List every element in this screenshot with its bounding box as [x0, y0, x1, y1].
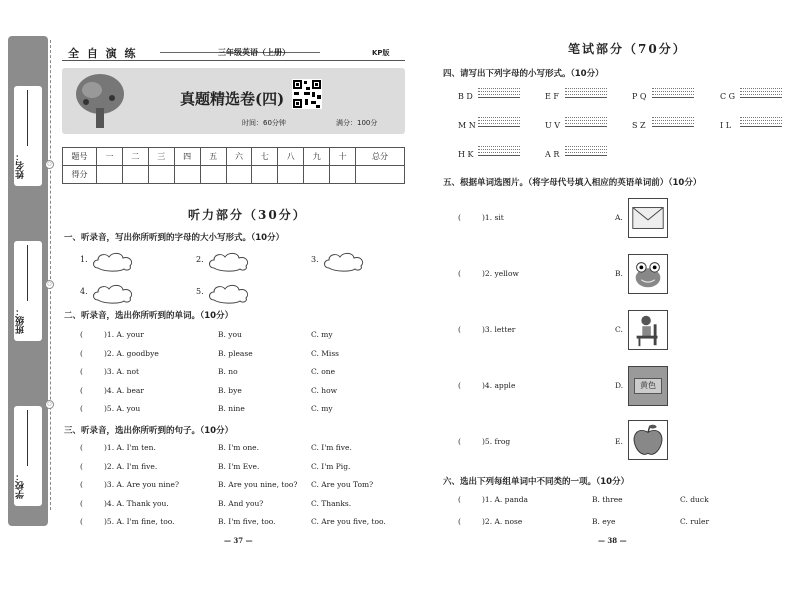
- choice-cell: C. my: [311, 330, 333, 339]
- answer-bracket[interactable]: (: [80, 348, 83, 358]
- writing-lines[interactable]: [565, 115, 607, 129]
- edition-label: KP版: [372, 49, 390, 57]
- choice-cell: C. how: [311, 385, 338, 395]
- item-number: 1.: [80, 255, 88, 264]
- match-cell: E.: [615, 437, 623, 446]
- answer-bracket[interactable]: (: [458, 381, 461, 390]
- qr-code-icon: [292, 79, 322, 109]
- written-section-title: 笔试部分（70分）: [568, 42, 687, 56]
- name-label: 姓名：: [16, 152, 26, 179]
- writing-lines[interactable]: [652, 115, 694, 129]
- binding-hole: ○: [45, 280, 54, 289]
- choice-cell: )5. A. you: [104, 404, 141, 413]
- binding-hole: ○: [45, 400, 54, 409]
- yellow-card-picture: [628, 366, 668, 406]
- score-header-cell: 题号: [63, 148, 97, 166]
- score-label-cell: 得分: [63, 166, 97, 184]
- choice-cell: C. ruler: [680, 517, 710, 526]
- name-box: [14, 86, 42, 186]
- letter-pair: B D: [458, 92, 473, 101]
- match-cell: C.: [615, 325, 623, 334]
- writing-lines[interactable]: [740, 86, 782, 100]
- writing-lines[interactable]: [478, 115, 520, 129]
- score-header-cell: 三: [148, 148, 174, 166]
- brand-logo: 全 自 演 练: [68, 47, 138, 60]
- writing-lines[interactable]: [565, 86, 607, 100]
- answer-bracket[interactable]: (: [80, 367, 83, 376]
- book-title: 三年级英语（上册）: [218, 48, 290, 57]
- writing-lines[interactable]: [478, 86, 520, 100]
- choice-cell: B. no: [218, 367, 238, 376]
- choice-cell: )4. A. bear: [104, 385, 144, 395]
- answer-bracket[interactable]: (: [458, 495, 461, 504]
- letter-pair: C G: [720, 92, 736, 101]
- choice-cell: C. Are you five, too.: [311, 517, 386, 526]
- item-number: 4.: [80, 287, 88, 296]
- score-header-cell: 七: [252, 148, 278, 166]
- question-1-title: 一、听录音，写出你所听到的字母的大小写形式。（10分）: [64, 233, 285, 243]
- letter-pair: P Q: [632, 92, 647, 101]
- score-table: [62, 147, 405, 184]
- writing-lines[interactable]: [740, 115, 782, 129]
- score-header-cell: 总分: [356, 148, 405, 166]
- answer-bracket[interactable]: (: [80, 385, 83, 395]
- header-rule: [62, 60, 405, 61]
- match-cell: D.: [615, 381, 624, 390]
- score-input-cell[interactable]: [148, 166, 174, 184]
- class-line[interactable]: [27, 245, 28, 301]
- page-number-right: — 38 —: [598, 536, 627, 545]
- class-label: 班级：: [16, 307, 26, 334]
- score-input-cell[interactable]: [226, 166, 252, 184]
- cloud-answer-box[interactable]: [206, 282, 252, 304]
- choice-cell: )2. A. I'm five.: [104, 461, 158, 471]
- listening-section-title: 听力部分（30分）: [188, 208, 307, 222]
- binding-strip: [8, 36, 48, 526]
- letter-pair: U V: [545, 121, 561, 130]
- letter-pair: E F: [545, 92, 559, 101]
- match-cell: )3. letter: [482, 325, 516, 334]
- name-line[interactable]: [27, 90, 28, 146]
- cut-line: [50, 40, 51, 510]
- score-header-cell: 六: [226, 148, 252, 166]
- score-header-cell: 五: [200, 148, 226, 166]
- exam-time: 时间：60分钟: [242, 119, 286, 127]
- choice-cell: C. one: [311, 367, 336, 376]
- match-cell: A.: [615, 213, 623, 222]
- question-6-title: 六、选出下列每组单词中不同类的一项。（10分）: [443, 477, 630, 487]
- choice-cell: B. eye: [592, 517, 616, 526]
- yellow-card-text: 黄色: [634, 378, 662, 394]
- letter-pair: I L: [720, 121, 732, 130]
- choice-cell: )2. A. goodbye: [104, 348, 159, 358]
- apple-picture: [628, 420, 668, 460]
- score-input-cell[interactable]: [97, 166, 123, 184]
- match-cell: )2. yellow: [482, 269, 519, 278]
- item-number: 2.: [196, 255, 204, 264]
- choice-cell: B. nine: [218, 404, 245, 413]
- question-2-title: 二、听录音，选出你所听到的单词。（10分）: [64, 311, 234, 321]
- choice-cell: B. bye: [218, 385, 242, 395]
- choice-cell: B. I'm five, too.: [218, 517, 276, 526]
- match-cell: )5. frog: [482, 437, 511, 446]
- letter-pair: S Z: [632, 121, 646, 130]
- choice-cell: B. you: [218, 330, 242, 339]
- item-number: 3.: [311, 255, 319, 264]
- choice-cell: B. And you?: [218, 498, 264, 508]
- choice-cell: B. three: [592, 495, 623, 504]
- score-header-cell: 八: [278, 148, 304, 166]
- cloud-answer-box[interactable]: [206, 250, 252, 272]
- choice-cell: B. please: [218, 348, 253, 358]
- choice-cell: C. Thanks.: [311, 498, 352, 508]
- answer-bracket[interactable]: (: [80, 330, 83, 339]
- sitting-girl-picture: [628, 310, 668, 350]
- binding-hole: ○: [45, 160, 54, 169]
- score-header-cell: 四: [174, 148, 200, 166]
- question-4-title: 四、请写出下列字母的小写形式。（10分）: [443, 69, 604, 79]
- choice-cell: )5. A. I'm fine, too.: [104, 517, 175, 526]
- score-input-cell[interactable]: [200, 166, 226, 184]
- answer-bracket[interactable]: (: [80, 461, 83, 471]
- answer-bracket[interactable]: (: [80, 443, 83, 452]
- choice-cell: C. duck: [680, 495, 709, 504]
- question-5-title: 五、根据单词选图片。（将字母代号填入相应的英语单词前）（10分）: [443, 178, 702, 188]
- choice-cell: C. my: [311, 404, 333, 413]
- score-input-cell[interactable]: [252, 166, 278, 184]
- school-line[interactable]: [27, 410, 28, 466]
- answer-bracket[interactable]: (: [458, 269, 461, 278]
- writing-lines[interactable]: [478, 144, 520, 158]
- choice-cell: B. Are you nine, too?: [218, 480, 298, 489]
- match-cell: B.: [615, 269, 623, 278]
- match-cell: )1. sit: [482, 213, 504, 222]
- letter-pair: H K: [458, 150, 474, 159]
- choice-cell: )3. A. Are you nine?: [104, 480, 179, 489]
- answer-bracket[interactable]: (: [80, 480, 83, 489]
- choice-cell: C. I'm five.: [311, 443, 352, 452]
- choice-cell: )3. A. not: [104, 367, 140, 376]
- page-number-left: — 37 —: [224, 536, 253, 545]
- letter-pair: A R: [545, 150, 560, 159]
- score-header-cell: 十: [330, 148, 356, 166]
- score-header-cell: 九: [304, 148, 330, 166]
- answer-bracket[interactable]: (: [80, 498, 83, 508]
- score-header-cell: 二: [122, 148, 148, 166]
- envelope-picture: [628, 198, 668, 238]
- choice-cell: B. I'm one.: [218, 443, 259, 452]
- school-label: 学校：: [16, 472, 26, 499]
- tree-illustration: [74, 72, 126, 130]
- score-header-row: [63, 148, 405, 166]
- score-input-cell[interactable]: [278, 166, 304, 184]
- item-number: 5.: [196, 287, 204, 296]
- answer-bracket[interactable]: (: [458, 213, 461, 222]
- score-input-cell[interactable]: [174, 166, 200, 184]
- page-title: 真题精选卷(四): [180, 90, 285, 108]
- school-box: [14, 406, 42, 506]
- score-row: [63, 166, 405, 184]
- class-box: [14, 241, 42, 341]
- choice-cell: )1. A. I'm ten.: [104, 443, 156, 452]
- score-input-cell[interactable]: [122, 166, 148, 184]
- score-input-cell[interactable]: [304, 166, 330, 184]
- choice-cell: )2. A. nose: [482, 517, 523, 526]
- answer-bracket[interactable]: (: [458, 325, 461, 334]
- cloud-answer-box[interactable]: [90, 250, 136, 272]
- answer-bracket[interactable]: (: [458, 517, 461, 526]
- answer-bracket[interactable]: (: [80, 404, 83, 413]
- answer-bracket[interactable]: (: [458, 437, 461, 446]
- choice-cell: )1. A. your: [104, 330, 144, 339]
- score-input-cell[interactable]: [330, 166, 356, 184]
- match-cell: )4. apple: [482, 381, 516, 390]
- frog-picture: [628, 254, 668, 294]
- choice-cell: B. I'm Eve.: [218, 461, 260, 471]
- writing-lines[interactable]: [652, 86, 694, 100]
- answer-bracket[interactable]: (: [80, 517, 83, 526]
- choice-cell: C. Miss: [311, 348, 340, 358]
- letter-pair: M N: [458, 121, 476, 130]
- cloud-answer-box[interactable]: [321, 250, 367, 272]
- score-header-cell: 一: [97, 148, 123, 166]
- full-score: 满分：100分: [336, 119, 378, 127]
- score-input-cell[interactable]: [356, 166, 405, 184]
- choice-cell: C. I'm Pig.: [311, 461, 351, 471]
- choice-cell: )1. A. panda: [482, 495, 529, 504]
- writing-lines[interactable]: [565, 144, 607, 158]
- question-3-title: 三、听录音，选出你所听到的句子。（10分）: [64, 426, 234, 436]
- choice-cell: C. Are you Tom?: [311, 480, 374, 489]
- choice-cell: )4. A. Thank you.: [104, 498, 169, 508]
- cloud-answer-box[interactable]: [90, 282, 136, 304]
